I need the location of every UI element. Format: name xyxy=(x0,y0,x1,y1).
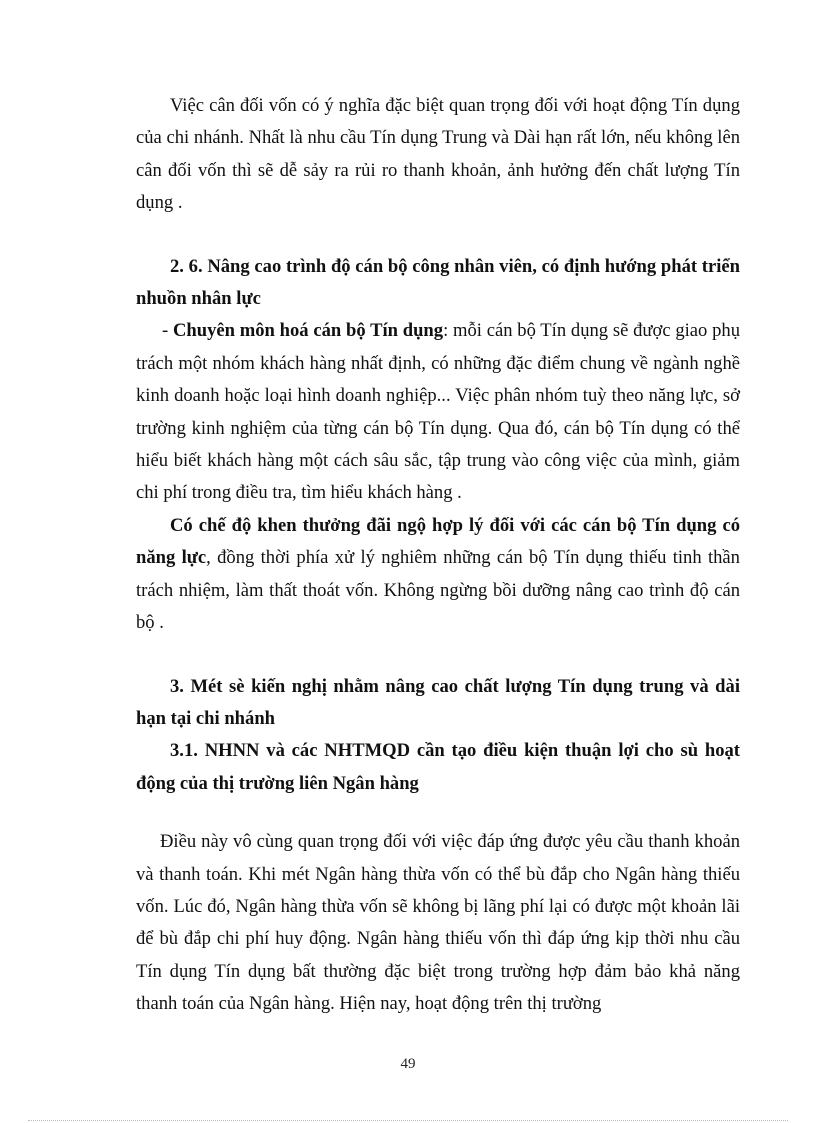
page-bottom-divider xyxy=(28,1120,788,1121)
page-body xyxy=(136,90,740,1021)
section-heading-3-1: 3.1. NHNN và các NHTMQD cần tạo điều kiện thuận lợi cho sù hoạt động của thị trường liên Ngân hàng xyxy=(136,740,740,794)
section-heading-3: 3. Mét sè kiến nghị nhằm nâng cao chất lượng Tín dụng trung và dài hạn tại chi nhánh xyxy=(136,675,740,729)
rewards-body: , đồng thời phía xử lý nghiêm những cán bộ Tín dụng thiếu tinh thần trách nhiệm, làm thất thoát vốn. Không ngừng bồi dưỡng nâng cao trình độ cán bộ . xyxy=(136,547,740,634)
page-number: 49 xyxy=(400,1056,416,1072)
specialization-body: : mỗi cán bộ Tín dụng sẽ được giao phụ trách một nhóm khách hàng nhất định, có những đặc điểm chung về ngành nghề kinh doanh hoặc loại hình doanh nghiệp... Việc phân nhóm tuỳ theo năng lực, sở trường kinh nghiệm của từng cán bộ Tín dụng. Qua đó, cán bộ Tín dụng có thể hiểu biết khách hàng một cách sâu sắc, tập trung vào công việc của mình, giảm chi phí trong điều tra, tìm hiểu khách hàng . xyxy=(136,320,741,504)
paragraph-interbank-market: Điều này vô cùng quan trọng đối với việc đáp ứng được yêu cầu thanh khoản và thanh toán. Khi mét Ngân hàng thừa vốn có thể bù đắp cho Ngân hàng thiếu vốn. Lúc đó, Ngân hàng thừa vốn sẽ không bị lãng phí lại có được một khoản lãi để bù đắp chi phí huy động. Ngân hàng thiếu vốn thì đáp ứng kịp thời nhu cầu Tín dụng Tín dụng bất thường đặc biệt trong trường hợp đảm bảo khả năng thanh toán của Ngân hàng. Hiện nay, hoạt động trên thị trường xyxy=(136,831,740,1015)
specialization-lead: Chuyên môn hoá cán bộ Tín dụng xyxy=(172,320,444,342)
rewards-lead: Có chế độ khen thưởng đãi ngộ hợp lý đối với các cán bộ Tín dụng có năng lực xyxy=(136,514,740,569)
list-dash: - xyxy=(162,320,173,342)
section-heading-2-6: 2. 6. Nâng cao trình độ cán bộ công nhân viên, có định hướng phát triển nhuồn nhân lực xyxy=(136,255,740,310)
paragraph-rewards xyxy=(136,510,740,640)
paragraph-specialization xyxy=(136,315,740,509)
paragraph-capital-balance: Việc cân đối vốn có ý nghĩa đặc biệt quan trọng đối với hoạt động Tín dụng của chi nhánh. Nhất là nhu cầu Tín dụng Trung và Dài hạn rất lớn, nếu không lên cân đối vốn thì sẽ dễ sảy ra rủi ro thanh khoản, ảnh hưởng đến chất lượng Tín dụng . xyxy=(136,95,740,214)
